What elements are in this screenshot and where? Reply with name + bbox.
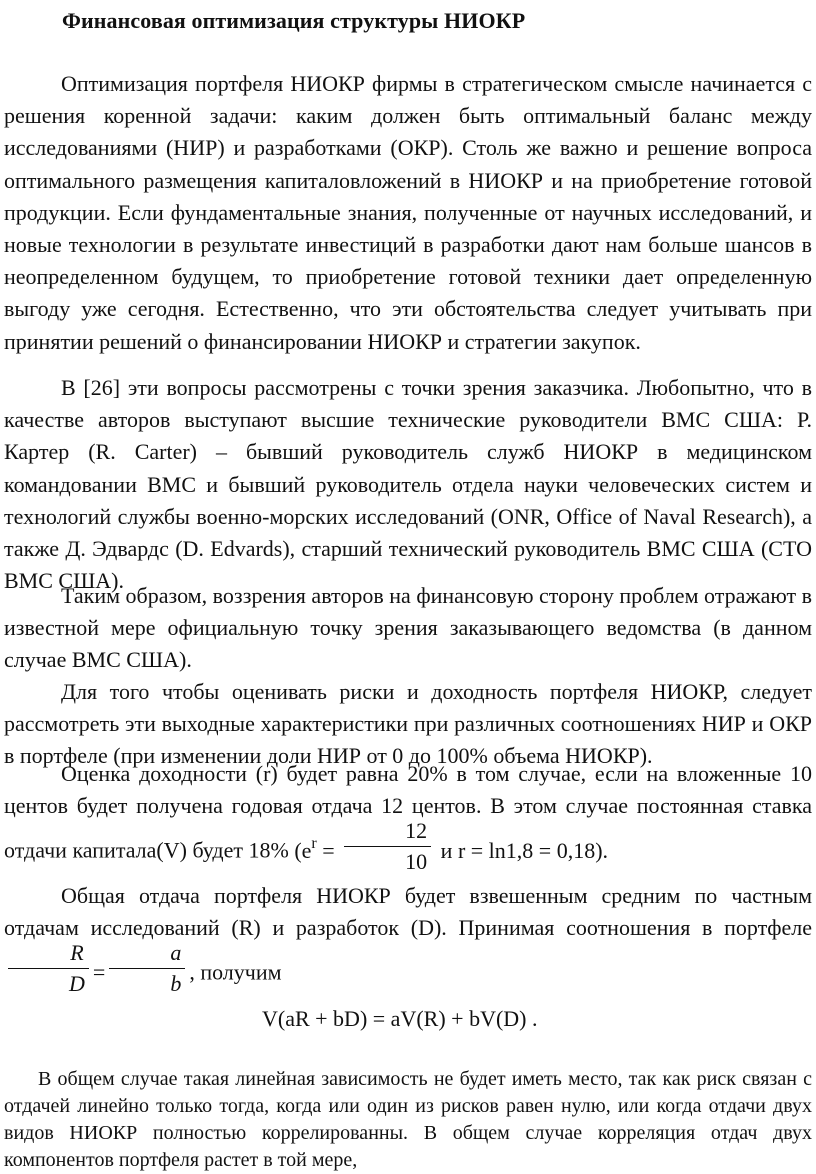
- formula-period: .: [602, 837, 609, 863]
- fraction-denominator: D: [69, 971, 85, 997]
- ratio-equals: =: [92, 959, 106, 985]
- fraction-12-over-10: [344, 816, 431, 877]
- formula-superscript: r: [311, 834, 317, 852]
- fraction-numerator: a: [109, 938, 185, 969]
- paragraph-official-view: Таким образом, воззрения авторов на финансовую сторону проблем отражают в известной мере официальную точку зрения заказывающего ведомства (в данном случае ВМС США).: [4, 583, 812, 673]
- fraction-r-over-d: [8, 938, 89, 999]
- portfolio-return-equation: V(aR + bD) = aV(R) + bV(D) .: [262, 1006, 538, 1031]
- return-rate-formula: [294, 818, 609, 875]
- formula-open: (e: [294, 837, 312, 863]
- paragraph-portfolio-optimization: Оптимизация портфеля НИОКР фирмы в стратегическом смысле начинается с решения коренной задачи: каким должен быть оптимальный баланс между исследованиями (НИР) и разработками (ОКР). Столь же важно и решение вопроса оптимального размещения капиталовложений в НИОКР и на приобретение готовой продукции. Если фундаментальные знания, полученные от научных исследований, и новые технологии в результате инвестиций в разработки дают нам больше шансов в неопределенном будущем, то приобретение готовой техники дает определенную выгоду уже сегодня. Естественно, что эти обстоятельства следует учитывать при принятии решений о финансировании НИОКР и стратегии закупок.: [4, 71, 812, 354]
- paragraph-risk-return: Для того чтобы оценивать риски и доходность портфеля НИОКР, следует рассмотреть эти выходные характеристики при различных соотношениях НИР и ОКР в портфеле (при изменении доли НИР от 0 до 100% объема НИОКР).: [4, 679, 812, 769]
- document-title: Финансовая оптимизация структуры НИОКР: [62, 8, 526, 33]
- fraction-a-over-b: [109, 938, 185, 999]
- formula-equals: =: [322, 837, 335, 863]
- fraction-denominator: 10: [405, 849, 428, 875]
- weighted-return-text: Общая отдача портфеля НИОКР будет взвешенным средним по частным отдачам исследований (R) и разработок (D). Принимая соотношения в портфеле: [4, 883, 812, 941]
- fraction-numerator: 12: [344, 816, 431, 847]
- formula-tail: r = ln1,8 = 0,18): [457, 837, 603, 863]
- paragraph-nonlinear-dependence: В общем случае такая линейная зависимость не будет иметь место, так как риск связан с отдачей линейно только тогда, когда или один из рисков равен нулю, или когда отдачи двух видов НИОКР полностью коррелированны. В общем случае корреляция отдач двух компонентов портфеля растет в той мере,: [4, 1068, 812, 1171]
- paragraph-yield-estimate: [4, 758, 812, 883]
- fraction-numerator: R: [8, 938, 89, 969]
- yield-estimate-text: Оценка доходности (r) будет равна 20% в том случае, если на вложенные 10 центов будет получена годовая отдача 12 центов. В этом случае постоянная ставка отдачи капитала(V) будет 18%: [4, 761, 812, 863]
- ratio-tail: , получим: [189, 959, 282, 985]
- paragraph-weighted-return: [4, 880, 812, 1005]
- fraction-denominator: b: [170, 971, 182, 997]
- formula-and: и: [440, 837, 453, 863]
- paragraph-authors: В [26] эти вопросы рассмотрены с точки зрения заказчика. Любопытно, что в качестве авторов выступают высшие технические руководители ВМС США: Р. Картер (R. Carter) – бывший руководитель служб НИОКР в медицинском командовании ВМС и бывший руководитель отдела науки человеческих систем и технологий службы военно-морских исследований (ONR, Office of Naval Research), а также Д. Эдвардс (D. Edvards), старший технический руководитель ВМС США (СТО ВМС США).: [4, 375, 812, 594]
